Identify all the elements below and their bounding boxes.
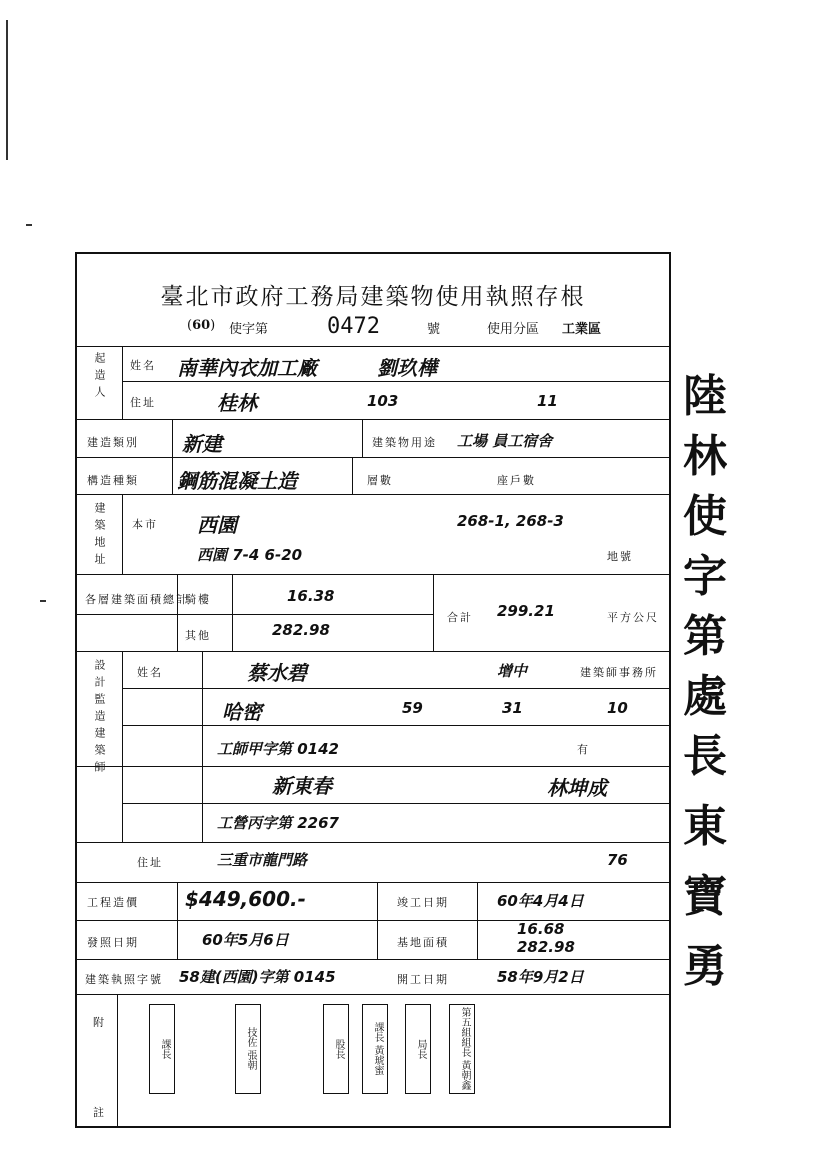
land-no-label: 地號	[607, 550, 633, 563]
bleed-char: 處	[683, 671, 727, 722]
sqm-unit: 平方公尺	[607, 611, 659, 624]
arcade-label: 騎樓	[185, 593, 211, 606]
zoning-value: 工業區	[562, 322, 602, 337]
designer-name-label: 姓名	[137, 666, 163, 679]
build-permit-value: 58建(西園)字第 0145	[179, 968, 336, 986]
other-area: 282.98	[272, 621, 330, 639]
cost-value: $449,600.-	[185, 887, 306, 911]
bleed-char: 第	[683, 611, 727, 662]
bleed-char: 林	[683, 431, 727, 482]
stamp-5: 局長	[405, 1004, 431, 1094]
structure-type-value: 鋼筋混凝土造	[177, 469, 297, 493]
scan-speck	[26, 224, 32, 226]
attached-label: 附	[93, 1016, 106, 1029]
site-land: 西園 7-4 6-20	[197, 546, 303, 564]
contractor-person: 林坤成	[547, 776, 607, 800]
designer-lane: 31	[502, 699, 523, 717]
designer-license: 工師甲字第 0142	[217, 740, 339, 758]
zoning-label: 使用分區	[487, 322, 540, 337]
company-address-label: 住址	[137, 856, 163, 869]
base-area-2: 282.98	[517, 938, 575, 956]
completion-value: 60年4月4日	[497, 892, 584, 910]
designer-label: 設計監造建築師	[93, 659, 106, 778]
designer-road: 哈密	[222, 700, 262, 724]
permit-prefix: 使字第	[229, 322, 269, 337]
permit-form	[75, 252, 671, 1128]
stamp-3: 股長	[323, 1004, 349, 1094]
bleed-char: 寶	[683, 871, 727, 922]
other-label: 其他	[185, 629, 211, 642]
address-number: 103	[367, 392, 399, 410]
stamp-6: 第五組組長 黃朝鑫	[449, 1004, 475, 1094]
completion-label: 竣工日期	[397, 896, 449, 909]
issue-date-value: 60年5月6日	[202, 931, 289, 949]
designer-num: 10	[607, 699, 628, 717]
permit-header-line	[77, 314, 669, 342]
base-area-label: 基地面積	[397, 936, 449, 949]
stamp-4: 課長 黃琥蜜	[362, 1004, 388, 1094]
building-use-value: 工場 員工宿舍	[457, 432, 553, 450]
build-category-label: 建造類別	[87, 436, 139, 449]
households-label: 座戶數	[497, 474, 536, 487]
total-label: 合計	[447, 611, 473, 624]
designer-name: 蔡水碧	[247, 661, 307, 685]
applicant-label: 起造人	[93, 352, 106, 403]
bleed-char: 陸	[683, 371, 727, 422]
contractor-reg: 工營丙字第 2267	[217, 814, 339, 832]
start-date-label: 開工日期	[397, 973, 449, 986]
site-road: 西園	[197, 513, 237, 537]
bleed-char: 東	[683, 801, 727, 852]
bleed-char: 長	[683, 731, 727, 782]
cost-label: 工程造價	[87, 896, 139, 909]
applicant-name: 南華內衣加工廠	[177, 356, 317, 380]
scan-speck	[6, 20, 8, 160]
name-label: 姓名	[130, 359, 156, 372]
structure-type-label: 構造種類	[87, 474, 139, 487]
contractor-name: 新東春	[272, 774, 332, 798]
permit-year: (60)	[187, 318, 216, 333]
floors-label: 層數	[367, 474, 393, 487]
total-area: 299.21	[497, 602, 555, 620]
start-date-value: 58年9月2日	[497, 968, 584, 986]
address-label: 住址	[130, 396, 156, 409]
architect-office-label: 建築師事務所	[580, 666, 658, 679]
base-area-1: 16.68	[517, 920, 565, 938]
site-address-label: 建築地址	[93, 502, 106, 570]
city-label: 本市	[132, 518, 158, 531]
stamp-2: 技佐 張朝	[235, 1004, 261, 1094]
contractor-num: 76	[607, 851, 628, 869]
arcade-area: 16.38	[287, 587, 335, 605]
build-permit-label: 建築執照字號	[85, 973, 163, 986]
bleed-char: 勇	[683, 941, 727, 992]
scan-speck	[40, 600, 46, 602]
address-alley: 11	[537, 392, 558, 410]
designer-firm: 增中	[497, 662, 528, 680]
permit-number: 0472	[327, 314, 380, 339]
contractor-address: 三重市龍門路	[217, 851, 308, 869]
building-use-label: 建築物用途	[372, 436, 437, 449]
floor-area-label: 各層建築面積總計	[85, 593, 189, 606]
build-category-value: 新建	[182, 432, 222, 456]
permit-suffix: 號	[427, 322, 441, 337]
site-numbers: 268-1, 268-3	[457, 512, 564, 530]
issue-date-label: 發照日期	[87, 936, 139, 949]
stamp-1: 課長	[149, 1004, 175, 1094]
address-road: 桂林	[217, 391, 257, 415]
have-label: 有	[577, 743, 590, 756]
form-title: 臺北市政府工務局建築物使用執照存根	[160, 284, 586, 310]
notes-label: 註	[93, 1106, 106, 1119]
designer-number: 59	[402, 699, 423, 717]
owner-name: 劉玖樺	[377, 356, 437, 380]
bleed-char: 使	[683, 491, 727, 542]
bleed-char: 字	[683, 551, 727, 602]
